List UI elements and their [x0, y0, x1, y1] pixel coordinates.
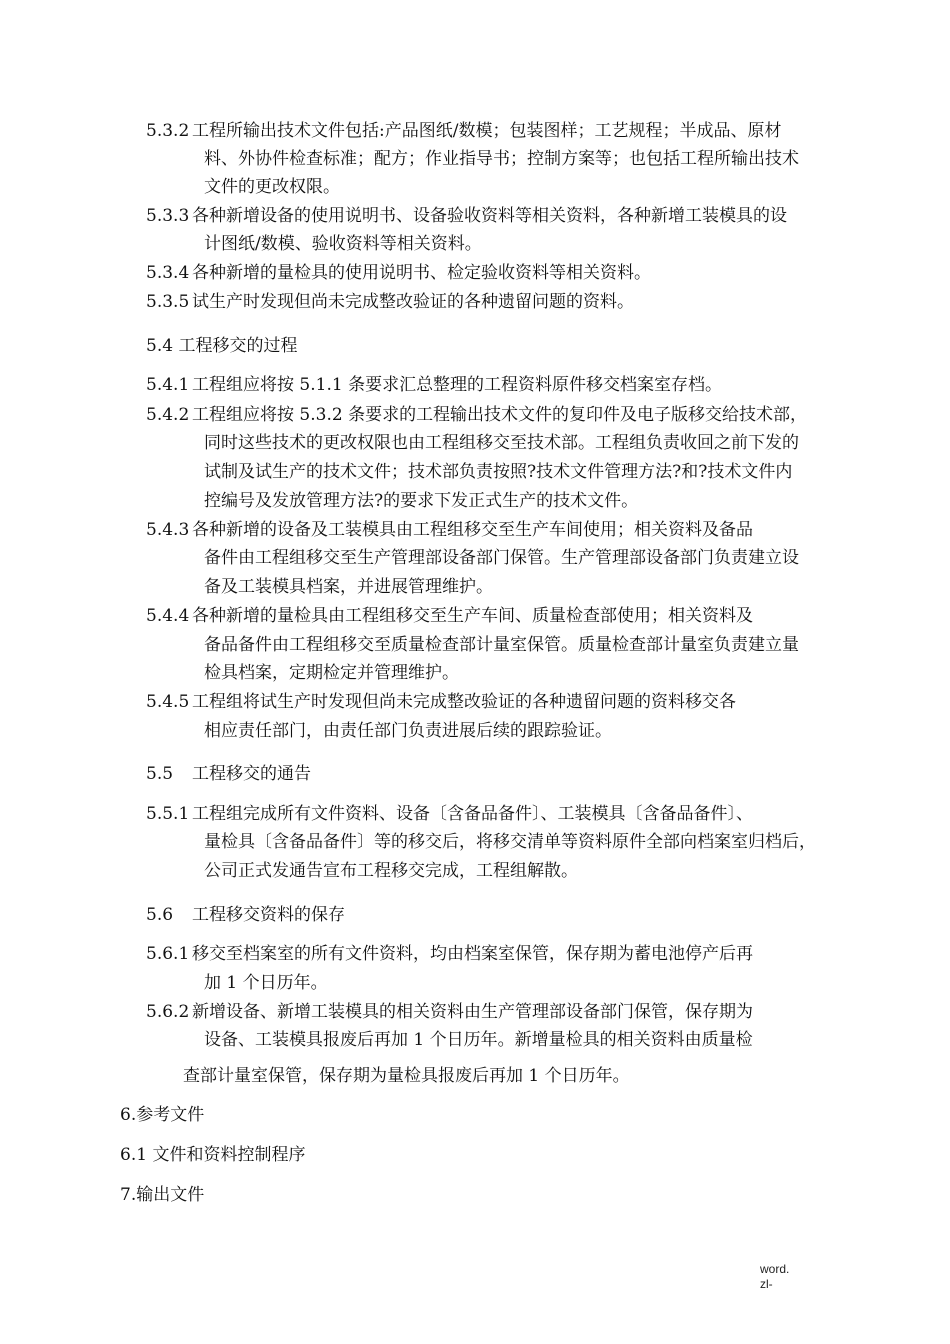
item-5-4-2-line-3: 试制及试生产的技术文件；技术部负责按照?技术文件管理方法?和?技术文件内	[204, 462, 793, 482]
item-5-5-1-line-2: 量检具〔含备品备件〕等的移交后，将移交清单等资料原件全部向档案室归档后，	[204, 832, 816, 852]
footer-line-2: zl-	[760, 1277, 773, 1291]
heading-title: 工程移交的通告	[192, 764, 311, 784]
footer-line-1: word.	[760, 1262, 790, 1276]
item-5-4-4-line-2: 备品备件由工程组移交至质量检查部计量室保管。质量检查部计量室负责建立量	[204, 635, 799, 655]
item-number: 5.6.1	[146, 944, 190, 964]
item-5-4-2-line-2: 同时这些技术的更改权限也由工程组移交至技术部。工程组负责收回之前下发的	[204, 433, 799, 453]
item-number: 5.4.4	[146, 606, 190, 626]
item-number: 5.5.1	[146, 804, 190, 824]
item-5-6-1-line-1: 5.6.1 移交至档案室的所有文件资料，均由档案室保管，保存期为蓄电池停产后再	[146, 944, 753, 964]
item-5-6-1-line-2: 加 1 个日历年。	[204, 973, 328, 993]
item-5-4-5-line-1: 5.4.5 工程组将试生产时发现但尚未完成整改验证的各种遗留问题的资料移交各	[146, 692, 736, 712]
heading-title: 工程移交资料的保存	[192, 905, 345, 925]
item-number: 5.3.4	[146, 263, 190, 283]
item-5-6-2-line-2: 设备、工装模具报废后再加 1 个日历年。新增量检具的相关资料由质量检	[204, 1030, 753, 1050]
item-5-3-4-line-1: 5.3.4 各种新增的量检具的使用说明书、检定验收资料等相关资料。	[146, 263, 651, 283]
item-5-3-5-line-1: 5.3.5 试生产时发现但尚未完成整改验证的各种遗留问题的资料。	[146, 292, 634, 312]
item-5-3-3-line-2: 计图纸/数模、验收资料等相关资料。	[204, 234, 482, 254]
item-5-3-3-line-1: 5.3.3 各种新增设备的使用说明书、设备验收资料等相关资料，各种新增工装模具的设	[146, 206, 787, 226]
item-5-5-1-line-1: 5.5.1 工程组完成所有文件资料、设备〔含备品备件〕、工装模具〔含备品备件〕、	[146, 804, 753, 824]
item-5-4-4-line-3: 检具档案，定期检定并管理维护。	[204, 663, 459, 683]
heading-5-4: 5.4 工程移交的过程	[146, 336, 298, 356]
item-5-5-1-line-3: 公司正式发通告宣布工程移交完成，工程组解散。	[204, 861, 578, 881]
heading-5-5	[146, 762, 311, 786]
item-number: 5.3.2	[146, 121, 190, 141]
item-number: 5.4.2	[146, 405, 190, 425]
item-5-3-2-line-1: 5.3.2 工程所输出技术文件包括:产品图纸/数模；包装图样；工艺规程；半成品、原材	[146, 121, 782, 141]
item-number: 5.4.5	[146, 692, 190, 712]
item-5-6-2-line-1: 5.6.2 新增设备、新增工装模具的相关资料由生产管理部设备部门保管，保存期为	[146, 1002, 753, 1022]
item-5-4-5-line-2: 相应责任部门，由责任部门负责进展后续的跟踪验证。	[204, 721, 612, 741]
item-5-3-2-line-2: 料、外协件检查标准；配方；作业指导书；控制方案等；也包括工程所输出技术	[204, 149, 799, 169]
heading-5-6	[146, 903, 345, 927]
item-number: 5.6.2	[146, 1002, 190, 1022]
item-5-6-2-line-3: 查部计量室保管，保存期为量检具报废后再加 1 个日历年。	[183, 1066, 630, 1086]
item-number: 5.4.3	[146, 520, 190, 540]
heading-number: 5.5	[146, 764, 174, 784]
heading-number: 5.6	[146, 905, 174, 925]
item-number: 5.4.1	[146, 375, 190, 395]
item-5-3-2-line-3: 文件的更改权限。	[204, 177, 340, 197]
heading-6: 6.参考文件	[120, 1105, 205, 1125]
item-5-4-4-line-1: 5.4.4 各种新增的量检具由工程组移交至生产车间、质量检查部使用；相关资料及	[146, 606, 753, 626]
item-5-4-3-line-3: 备及工装模具档案，并进展管理维护。	[204, 577, 493, 597]
item-number: 5.3.5	[146, 292, 190, 312]
heading-7: 7.输出文件	[120, 1185, 205, 1205]
item-5-4-2-line-4: 控编号及发放管理方法?的要求下发正式生产的技术文件。	[204, 491, 639, 511]
item-number: 5.3.3	[146, 206, 190, 226]
item-5-4-3-line-2: 备件由工程组移交至生产管理部设备部门保管。生产管理部设备部门负责建立设	[204, 548, 799, 568]
item-5-4-3-line-1: 5.4.3 各种新增的设备及工装模具由工程组移交至生产车间使用；相关资料及备品	[146, 520, 753, 540]
item-5-4-1-line-1: 5.4.1 工程组应将按 5.1.1 条要求汇总整理的工程资料原件移交档案室存档。	[146, 375, 723, 395]
item-5-4-2-line-1: 5.4.2 工程组应将按 5.3.2 条要求的工程输出技术文件的复印件及电子版移交给技术部，	[146, 405, 808, 425]
heading-6-1: 6.1 文件和资料控制程序	[120, 1145, 306, 1165]
